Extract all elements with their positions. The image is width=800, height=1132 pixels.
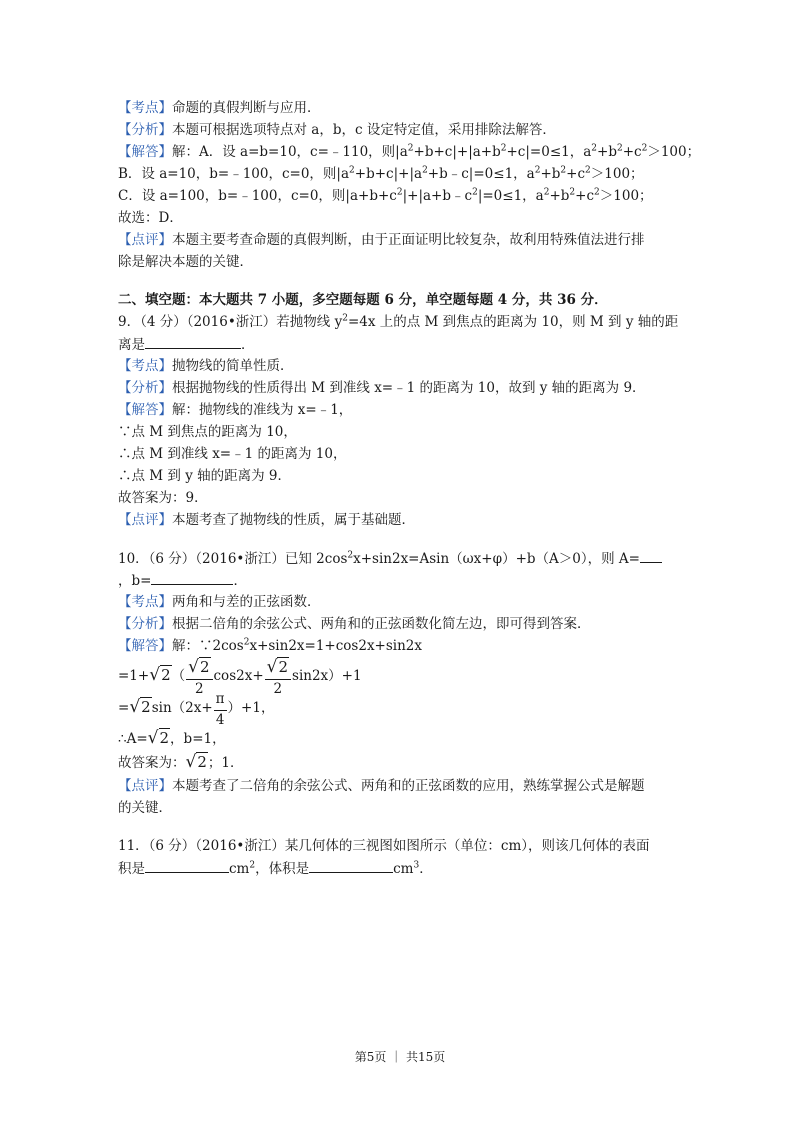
math-text: +c	[622, 144, 642, 160]
math-text: C．设 a=100，b=﹣100，c=0，则|a+b+c	[118, 188, 397, 204]
sqrt-symbol: √	[149, 665, 161, 685]
kaodian-tag: 【考点】	[118, 594, 172, 610]
superscript: 2	[396, 187, 403, 198]
superscript: 2	[342, 313, 348, 324]
sqrt-symbol: √	[188, 656, 199, 677]
math-text: ＞100；	[590, 166, 644, 182]
q9-fenxi-line	[118, 378, 646, 398]
superscript: 2	[243, 637, 250, 648]
dianping-text: 本题主要考查命题的真假判断，由于正面证明比较复杂，故利用特殊值法进行排	[172, 232, 645, 248]
sqrt-2	[186, 752, 208, 773]
superscript: 2	[347, 550, 354, 561]
footer-separator: ｜	[390, 1050, 403, 1064]
q10-stem-line	[118, 548, 662, 569]
unit-text: cm	[393, 861, 414, 877]
page-number: 第5页	[354, 1050, 387, 1064]
math-text: +b	[549, 188, 570, 204]
jieda-tag: 【解答】	[118, 402, 172, 418]
math-text: +b	[597, 144, 617, 160]
q8-jieda-line	[118, 142, 700, 162]
superscript: 2	[349, 165, 355, 176]
dianping-text: 本题考查了二倍角的余弦公式、两角和的正弦函数的应用，熟练掌握公式是解题	[172, 778, 645, 794]
answer-blank-a	[640, 548, 662, 563]
dianping-text: 除是解决本题的关键．	[118, 254, 253, 270]
math-text: |=0≤1，a	[477, 188, 544, 204]
q9-step-2: ∴点 M 到准线 x=﹣1 的距离为 10，	[118, 446, 347, 462]
q10-jieda-line	[118, 636, 422, 656]
dianping-text: 本题考查了抛物线的性质，属于基础题．	[172, 512, 415, 528]
fenxi-tag: 【分析】	[118, 616, 172, 632]
fraction-pi-over-4	[214, 688, 227, 729]
fenxi-tag: 【分析】	[118, 122, 172, 138]
denominator: 4	[215, 712, 225, 728]
sqrt-2	[129, 686, 151, 729]
denominator: 2	[273, 680, 283, 697]
math-text: ，b=1，	[170, 731, 226, 747]
math-text: sin2x）+1	[292, 668, 362, 684]
stem-text: 积是	[118, 861, 145, 877]
jieda-tag: 【解答】	[118, 638, 172, 654]
radicand: 2	[161, 666, 171, 684]
q9-dianping-line	[118, 510, 415, 530]
stem-text: ，b=	[118, 573, 152, 589]
stem-text: ，体积是	[255, 861, 310, 877]
answer-blank-volume	[309, 858, 393, 873]
superscript: 3	[413, 860, 420, 871]
unit-text: cm	[229, 861, 250, 877]
radicand: 2	[199, 657, 210, 676]
q10-answer	[118, 752, 243, 773]
fenxi-text: 本题可根据选项特点对 a，b，c 设定特定值，采用排除法解答．	[172, 122, 556, 138]
q9-step-3: ∴点 M 到 y 轴的距离为 9．	[118, 468, 291, 484]
math-text: |+|a+b﹣c	[402, 188, 473, 204]
q9-stem-line	[118, 312, 678, 332]
math-text: B．设 a=10，b=﹣100，c=0，则|a	[118, 166, 350, 182]
numerator: π	[214, 688, 227, 711]
fenxi-text: 根据二倍角的余弦公式、两角和的正弦函数化简左边，即可得到答案．	[172, 616, 591, 632]
kaodian-tag: 【考点】	[118, 100, 172, 116]
section-heading: 二、填空题：本大题共 7 小题，多空题每题 6 分，单空题每题 4 分，共 36 分．	[118, 292, 608, 308]
kaodian-text: 抛物线的简单性质．	[172, 358, 294, 374]
math-text: +c	[566, 166, 586, 182]
sqrt-symbol: √	[266, 656, 278, 677]
q11-stem-line	[118, 836, 650, 856]
q10-stem-line-2	[118, 570, 247, 591]
math-text: ）+1，	[227, 700, 275, 716]
math-text: cos2x+	[213, 668, 264, 684]
math-text: =	[118, 700, 130, 716]
q8-kaodian-line	[118, 98, 321, 118]
stem-text: ．	[419, 861, 433, 877]
page-footer	[0, 1048, 800, 1065]
q10-dianping-line-2	[118, 798, 172, 818]
jieda-text: 解：抛物线的准线为 x=﹣1，	[172, 402, 353, 418]
stem-text: 10．（6 分）（2016•浙江）已知 2cos	[118, 551, 348, 567]
kaodian-tag: 【考点】	[118, 358, 172, 374]
math-text: 解：∵2cos	[172, 638, 244, 654]
superscript: 2	[591, 143, 598, 154]
math-text: sin（2x+	[151, 700, 213, 716]
q10-dianping-line	[118, 776, 645, 796]
stem-text: 离是	[118, 337, 145, 353]
sqrt-2	[267, 656, 289, 679]
stem-text: x+sin2x=Asin（ωx+φ）+b（A＞0），则 A=	[353, 551, 640, 567]
q8-dianping-line-2	[118, 252, 253, 272]
math-text: ＞100；	[647, 144, 701, 160]
dianping-tag: 【点评】	[118, 232, 172, 248]
dianping-tag: 【点评】	[118, 778, 172, 794]
math-text: =1+	[118, 668, 150, 684]
q8-answer-line	[118, 208, 183, 228]
superscript: 2	[543, 187, 550, 198]
superscript: 2	[500, 143, 507, 154]
page-total: 共15页	[406, 1050, 446, 1064]
radicand: 2	[141, 698, 151, 716]
dianping-text: 的关键．	[118, 800, 172, 816]
denominator: 2	[195, 680, 204, 697]
q9-kaodian-line	[118, 356, 294, 376]
answer-text: 故选：D．	[118, 210, 183, 226]
stem-text: 9．（4 分）（2016•浙江）若抛物线 y	[118, 314, 343, 330]
math-text: （	[171, 668, 186, 684]
stem-text: 11．（6 分）（2016•浙江）某几何体的三视图如图所示（单位：cm），则该几何体的表面	[118, 838, 650, 854]
superscript: 2	[249, 860, 256, 871]
math-text: ＞100；	[599, 188, 653, 204]
superscript: 2	[594, 187, 600, 198]
superscript: 2	[472, 187, 478, 198]
superscript: 2	[585, 165, 591, 176]
fenxi-text: 根据抛物线的性质得出 M 到准线 x=﹣1 的距离为 10，故到 y 轴的距离为 9．	[172, 380, 646, 396]
radicand: 2	[159, 729, 170, 747]
jieda-tag: 【解答】	[118, 144, 172, 160]
math-text: +b+c|+|a	[354, 166, 423, 182]
answer-blank	[145, 334, 241, 349]
superscript: 2	[422, 165, 428, 176]
answer-text: 故答案为：	[118, 755, 186, 771]
kaodian-text: 两角和与差的正弦函数．	[172, 594, 321, 610]
sqrt-symbol: √	[129, 697, 141, 717]
superscript: 2	[616, 143, 623, 154]
q9-answer: 故答案为：9．	[118, 490, 208, 506]
q9-jieda-line	[118, 400, 352, 420]
sqrt-symbol: √	[147, 728, 159, 748]
math-text: +b+c|+|a+b	[413, 144, 501, 160]
q8-option-b-line	[118, 164, 644, 184]
q8-fenxi-line	[118, 120, 556, 140]
sqrt-2	[148, 728, 170, 749]
superscript: 2	[534, 165, 541, 176]
math-text: 解：A．设 a=b=10，c=﹣110，则|a	[172, 144, 408, 160]
math-text: ∴A=	[118, 731, 148, 747]
answer-text: ；1．	[207, 755, 244, 771]
superscript: 2	[560, 165, 567, 176]
q8-option-c-line	[118, 186, 653, 206]
q8-dianping-line	[118, 230, 645, 250]
superscript: 2	[569, 187, 576, 198]
math-text: +c	[575, 188, 595, 204]
stem-text: ．	[233, 573, 247, 589]
q10-equation-2	[118, 686, 274, 729]
math-text: +c|=0≤1，a	[506, 144, 592, 160]
stem-text: =4x 上的点 M 到焦点的距离为 10，则 M 到 y 轴的距	[347, 314, 679, 330]
superscript: 2	[407, 143, 414, 154]
kaodian-text: 命题的真假判断与应用．	[172, 100, 321, 116]
math-text: +b﹣c|=0≤1，a	[427, 166, 535, 182]
sqrt-symbol: √	[185, 752, 197, 772]
q10-equation-3	[118, 728, 226, 749]
q10-fenxi-line	[118, 614, 591, 634]
q10-kaodian-line	[118, 592, 321, 612]
q9-stem-line-2: 离是 ．	[118, 334, 255, 355]
q9-step-1: ∵点 M 到焦点的距离为 10，	[118, 424, 297, 440]
superscript: 2	[641, 143, 648, 154]
radicand: 2	[278, 657, 289, 676]
math-text: x+sin2x=1+cos2x+sin2x	[249, 638, 423, 654]
answer-blank-b	[151, 570, 233, 585]
dianping-tag: 【点评】	[118, 512, 172, 528]
answer-blank-surface	[145, 858, 229, 873]
radicand: 2	[197, 753, 207, 771]
q11-stem-line-2	[118, 858, 433, 879]
fenxi-tag: 【分析】	[118, 380, 172, 396]
math-text: +b	[540, 166, 561, 182]
sqrt-2	[188, 656, 210, 679]
